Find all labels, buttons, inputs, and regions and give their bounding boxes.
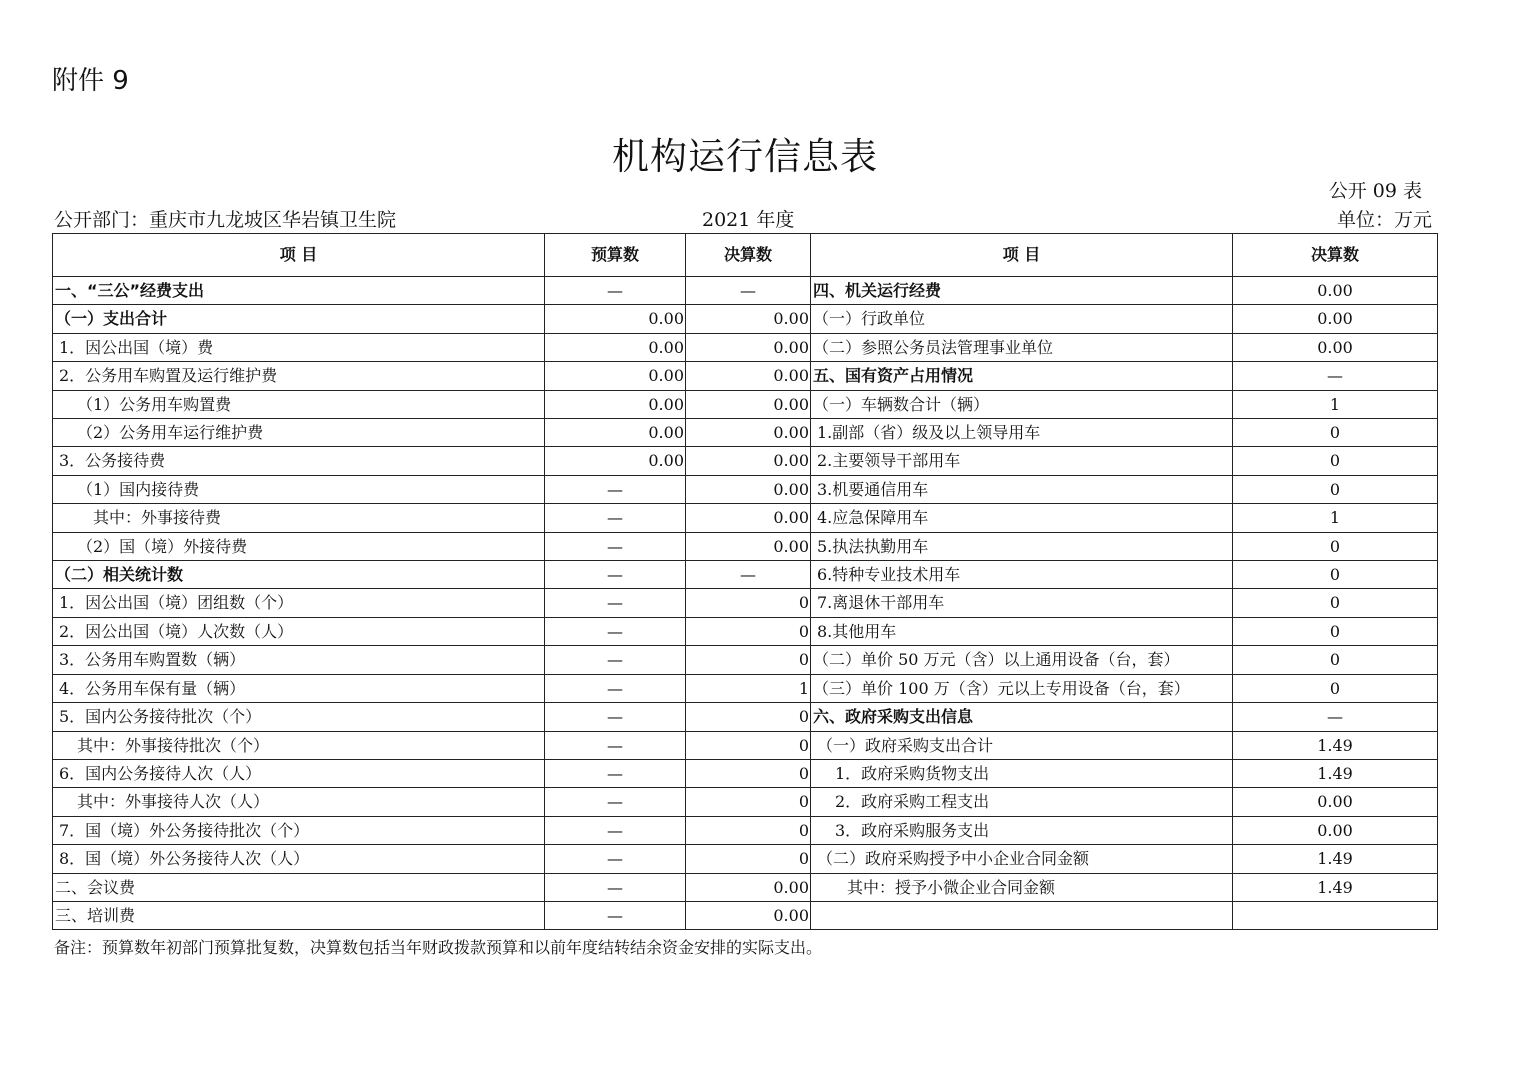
department-label: 公开部门：重庆市九龙坡区华岩镇卫生院 [54,209,397,231]
final-value-left: — [686,561,811,589]
table-row [53,646,1438,674]
table-row [53,475,1438,503]
final-value-right: 0.00 [1233,788,1438,816]
table-row [53,589,1438,617]
item-left: 二、会议费 [53,873,545,901]
item-left: 6．国内公务接待人次（人） [53,759,545,787]
budget-value: — [545,873,686,901]
final-value-right: 0 [1233,532,1438,560]
budget-value: — [545,703,686,731]
final-value-right: 0.00 [1233,816,1438,844]
item-left: 其中：外事接待批次（个） [53,731,545,759]
item-left: 三、培训费 [53,901,545,929]
final-value-left: 0.00 [686,390,811,418]
final-value-right: 1 [1233,504,1438,532]
budget-value: 0.00 [545,419,686,447]
item-right: 四、机关运行经费 [811,277,1233,305]
item-right: （一）车辆数合计（辆） [811,390,1233,418]
budget-value: — [545,816,686,844]
final-value-right: 0 [1233,674,1438,702]
final-value-left: 0 [686,759,811,787]
table-row [53,845,1438,873]
final-value-left: 0.00 [686,901,811,929]
item-right [811,901,1233,929]
item-right: 3．政府采购服务支出 [811,816,1233,844]
table-row [53,901,1438,929]
final-value-right: 0.00 [1233,277,1438,305]
item-right: （二）参照公务员法管理事业单位 [811,333,1233,361]
final-value-right: 0 [1233,617,1438,645]
budget-value: — [545,277,686,305]
final-value-right: 0 [1233,646,1438,674]
table-row [53,731,1438,759]
final-value-left: 0 [686,788,811,816]
item-right: 8.其他用车 [811,617,1233,645]
final-value-right: 1.49 [1233,873,1438,901]
header-item-left: 项 目 [53,234,545,277]
item-left: 1．因公出国（境）团组数（个） [53,589,545,617]
table-row [53,362,1438,390]
item-right: 5.执法执勤用车 [811,532,1233,560]
item-left: 2．因公出国（境）人次数（人） [53,617,545,645]
item-left: 2．公务用车购置及运行维护费 [53,362,545,390]
final-value-left: 0 [686,816,811,844]
final-value-right: 0 [1233,561,1438,589]
final-value-right: 1.49 [1233,759,1438,787]
table-row [53,617,1438,645]
table-number: 公开 09 表 [1328,180,1422,202]
item-right: （二）政府采购授予中小企业合同金额 [811,845,1233,873]
final-value-left: 0.00 [686,333,811,361]
final-value-left: 0.00 [686,504,811,532]
final-value-left: 0.00 [686,419,811,447]
final-value-left: 0.00 [686,475,811,503]
table-row [53,816,1438,844]
final-value-right: 1.49 [1233,845,1438,873]
item-right: 2.主要领导干部用车 [811,447,1233,475]
budget-value: — [545,674,686,702]
table-row [53,759,1438,787]
header-final-right: 决算数 [1233,234,1438,277]
item-left: （二）相关统计数 [53,561,545,589]
item-right: （一）政府采购支出合计 [811,731,1233,759]
footnote: 备注：预算数年初部门预算批复数，决算数包括当年财政拨款预算和以前年度结转结余资金安排的实际支出。 [54,938,823,957]
item-left: 4．公务用车保有量（辆） [53,674,545,702]
page-title: 机构运行信息表 [612,135,878,178]
final-value-left: 0 [686,589,811,617]
final-value-left: 0.00 [686,532,811,560]
final-value-right: 0 [1233,447,1438,475]
item-left: （1）国内接待费 [53,475,545,503]
item-left: （1）公务用车购置费 [53,390,545,418]
table-header-row [53,234,1438,277]
item-left: 其中：外事接待费 [53,504,545,532]
item-left: 其中：外事接待人次（人） [53,788,545,816]
budget-value: — [545,504,686,532]
item-left: 8．国（境）外公务接待人次（人） [53,845,545,873]
budget-value: — [545,589,686,617]
final-value-right: 0.00 [1233,333,1438,361]
item-right: （一）行政单位 [811,305,1233,333]
item-right: （二）单价 50 万元（含）以上通用设备（台，套） [811,646,1233,674]
budget-value: — [545,475,686,503]
item-right: 1.副部（省）级及以上领导用车 [811,419,1233,447]
attachment-label: 附件 9 [52,66,129,96]
final-value-right: — [1233,703,1438,731]
budget-value: 0.00 [545,390,686,418]
budget-value: — [545,731,686,759]
item-right: 其中：授予小微企业合同金额 [811,873,1233,901]
final-value-left: 0.00 [686,305,811,333]
final-value-right [1233,901,1438,929]
item-left: 3．公务用车购置数（辆） [53,646,545,674]
item-left: （2）国（境）外接待费 [53,532,545,560]
final-value-left: 0.00 [686,447,811,475]
final-value-left: 0 [686,617,811,645]
item-right: 4.应急保障用车 [811,504,1233,532]
item-left: 1．因公出国（境）费 [53,333,545,361]
table-row [53,532,1438,560]
final-value-left: 0.00 [686,362,811,390]
budget-value: 0.00 [545,305,686,333]
table-row [53,788,1438,816]
header-budget: 预算数 [545,234,686,277]
budget-value: 0.00 [545,362,686,390]
budget-value: — [545,845,686,873]
final-value-left: 0 [686,845,811,873]
item-right: 六、政府采购支出信息 [811,703,1233,731]
final-value-right: 1 [1233,390,1438,418]
budget-value: — [545,788,686,816]
table-row [53,390,1438,418]
table-row [53,703,1438,731]
item-left: 7．国（境）外公务接待批次（个） [53,816,545,844]
final-value-right: — [1233,362,1438,390]
table-row [53,674,1438,702]
final-value-left: 0.00 [686,873,811,901]
operation-info-table [52,233,1438,930]
budget-value: — [545,532,686,560]
budget-value: — [545,617,686,645]
item-right: 五、国有资产占用情况 [811,362,1233,390]
item-right: 3.机要通信用车 [811,475,1233,503]
item-right: 6.特种专业技术用车 [811,561,1233,589]
final-value-right: 0 [1233,419,1438,447]
item-right: （三）单价 100 万（含）元以上专用设备（台，套） [811,674,1233,702]
unit-label: 单位：万元 [1336,209,1432,231]
final-value-left: 0 [686,731,811,759]
budget-value: — [545,901,686,929]
item-left: （一）支出合计 [53,305,545,333]
item-left: 5．国内公务接待批次（个） [53,703,545,731]
final-value-right: 0 [1233,475,1438,503]
item-right: 7.离退休干部用车 [811,589,1233,617]
final-value-right: 1.49 [1233,731,1438,759]
final-value-left: 0 [686,703,811,731]
item-right: 2．政府采购工程支出 [811,788,1233,816]
final-value-left: 1 [686,674,811,702]
item-right: 1．政府采购货物支出 [811,759,1233,787]
table-row [53,333,1438,361]
final-value-left: 0 [686,646,811,674]
header-item-right: 项 目 [811,234,1233,277]
table-row [53,873,1438,901]
table-row [53,504,1438,532]
budget-value: — [545,646,686,674]
final-value-right: 0 [1233,589,1438,617]
budget-value: — [545,561,686,589]
item-left: 一、“三公”经费支出 [53,277,545,305]
budget-value: 0.00 [545,333,686,361]
table-row [53,561,1438,589]
table-row [53,419,1438,447]
final-value-left: — [686,277,811,305]
header-final-left: 决算数 [686,234,811,277]
final-value-right: 0.00 [1233,305,1438,333]
item-left: 3．公务接待费 [53,447,545,475]
table-row [53,305,1438,333]
table-row [53,447,1438,475]
year-label: 2021 年度 [702,209,795,231]
table-row [53,277,1438,305]
budget-value: 0.00 [545,447,686,475]
budget-value: — [545,759,686,787]
item-left: （2）公务用车运行维护费 [53,419,545,447]
